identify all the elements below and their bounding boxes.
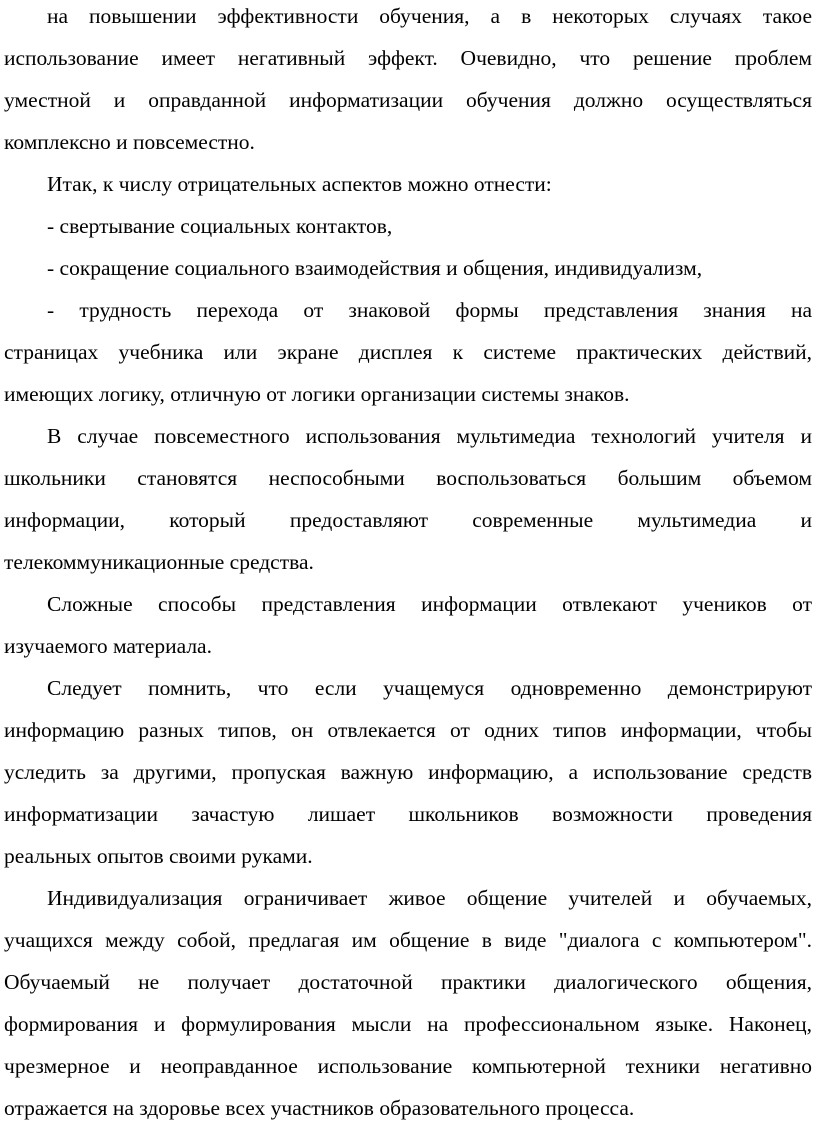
text-line: информацию разных типов, он отвлекается от одних типов информации, чтобы (4, 718, 812, 742)
text-line: телекоммуникационные средства. (4, 550, 314, 574)
text-line: Сложные способы представления информации отвлекают учеников от (47, 592, 812, 616)
text-line: информатизации зачастую лишает школьников возможности проведения (4, 802, 812, 826)
text-line: чрезмерное и неоправданное использование компьютерной техники негативно (4, 1054, 812, 1078)
text-line: школьники становятся неспособными воспользоваться большим объемом (4, 466, 812, 490)
text-line: отражается на здоровье всех участников образовательного процесса. (4, 1096, 635, 1120)
text-line: В случае повсеместного использования мультимедиа технологий учителя и (47, 424, 812, 448)
text-line: учащихся между собой, предлагая им общение в виде "диалога с компьютером". (4, 928, 812, 952)
text-line: информации, который предоставляют современные мультимедиа и (4, 508, 812, 532)
text-line: Обучаемый не получает достаточной практики диалогического общения, (4, 970, 812, 994)
text-line: использование имеет негативный эффект. Очевидно, что решение проблем (4, 46, 812, 70)
text-line: уследить за другими, пропуская важную информацию, а использование средств (4, 760, 812, 784)
list-item: - свертывание социальных контактов, (47, 214, 393, 238)
text-line: комплексно и повсеместно. (4, 130, 255, 154)
text-line: страницах учебника или экране дисплея к системе практических действий, (4, 340, 812, 364)
text-line: формирования и формулирования мысли на профессиональном языке. Наконец, (4, 1012, 812, 1036)
text-line: Индивидуализация ограничивает живое общение учителей и обучаемых, (47, 886, 812, 910)
text-line: на повышении эффективности обучения, а в некоторых случаях такое (47, 4, 812, 28)
list-item: - трудность перехода от знаковой формы представления знания на (47, 298, 812, 322)
text-line: Следует помнить, что если учащемуся одновременно демонстрируют (47, 676, 812, 700)
text-line: Итак, к числу отрицательных аспектов можно отнести: (47, 172, 552, 196)
list-item: - сокращение социального взаимодействия и общения, индивидуализм, (47, 256, 703, 280)
text-line: имеющих логику, отличную от логики организации системы знаков. (4, 382, 630, 406)
text-line: реальных опытов своими руками. (4, 844, 313, 868)
text-line: уместной и оправданной информатизации обучения должно осуществляться (4, 88, 812, 112)
text-line: изучаемого материала. (4, 634, 212, 658)
